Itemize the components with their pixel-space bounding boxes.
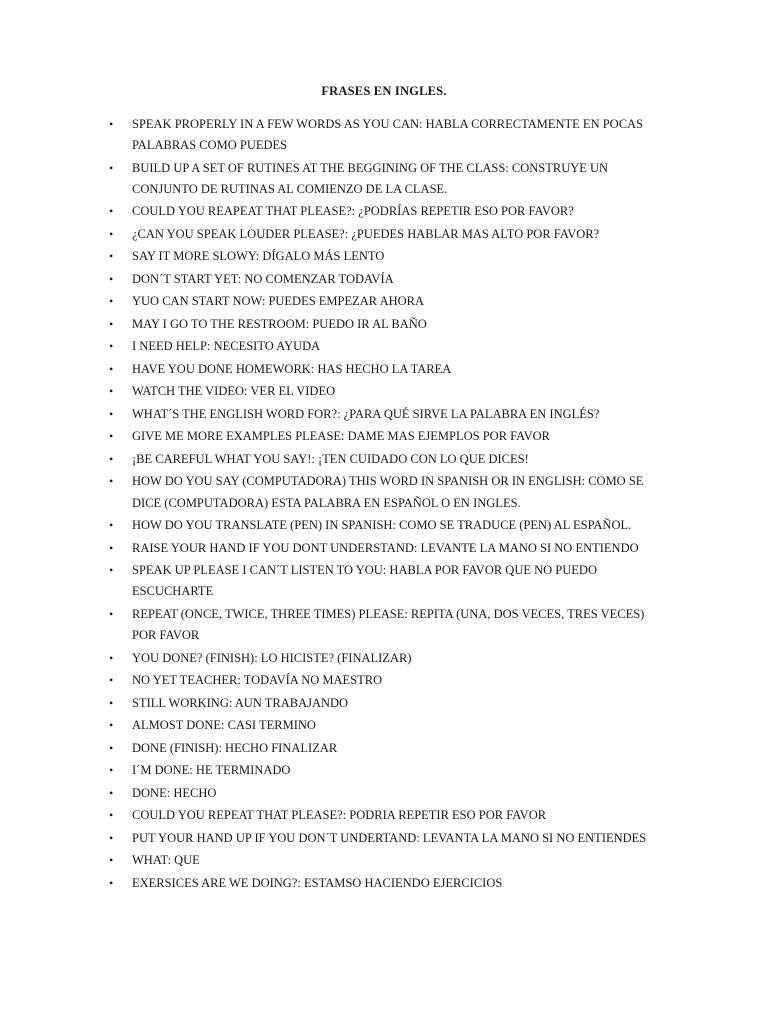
phrase-item [0,269,768,290]
phrase-item [0,404,768,425]
phrase-text: RAISE YOUR HAND IF YOU DONT UNDERSTAND: LEVANTE LA MANO SI NO ENTIENDO [132,540,639,555]
phrase-item [0,246,768,267]
phrase-text: HOW DO YOU SAY (COMPUTADORA) THIS WORD IN SPANISH OR IN ENGLISH: COMO SE DICE (COMPUTADORA) ESTA PALABRA EN ESPAÑOL O EN INGLES. [132,474,644,510]
phrase-item [0,114,768,156]
phrase-text: DONE (FINISH): HECHO FINALIZAR [132,740,338,755]
phrase-text: WHAT: QUE [132,853,200,868]
phrase-item [0,359,768,380]
phrase-text: STILL WORKING: AUN TRABAJANDO [132,695,349,710]
phrase-item [0,805,768,826]
bullet-icon: • [109,785,114,800]
phrase-item [0,760,768,781]
bullet-icon: • [109,540,114,555]
bullet-icon: • [109,294,114,309]
phrase-text: DON´T START YET: NO COMENZAR TODAVÍA [132,271,394,286]
phrase-list [0,114,768,895]
bullet-icon: • [109,339,114,354]
phrase-item [0,648,768,669]
phrase-item [0,670,768,691]
bullet-icon: • [109,316,114,331]
phrase-text: WHAT´S THE ENGLISH WORD FOR?: ¿PARA QUÉ SIRVE LA PALABRA EN INGLÉS? [132,406,600,421]
phrase-item [0,604,768,646]
phrase-item [0,381,768,402]
bullet-icon: • [109,474,114,489]
phrase-text: DONE: HECHO [132,785,217,800]
bullet-icon: • [109,563,114,578]
bullet-icon: • [109,117,114,131]
bullet-icon: • [109,830,114,845]
phrase-text: ¡BE CAREFUL WHAT YOU SAY!: ¡TEN CUIDADO CON LO QUE DICES! [132,451,529,466]
phrase-item [0,471,768,513]
phrase-text: EXERSICES ARE WE DOING?: ESTAMSO HACIENDO EJERCICIOS [132,875,503,890]
phrase-text: ¿CAN YOU SPEAK LOUDER PLEASE?: ¿PUEDES HABLAR MAS ALTO POR FAVOR? [132,226,600,241]
phrase-text: SPEAK PROPERLY IN A FEW WORDS AS YOU CAN: HABLA CORRECTAMENTE EN POCAS PALABRAS COMO PUEDES [132,117,644,153]
bullet-icon: • [109,718,114,733]
bullet-icon: • [109,673,114,688]
phrase-item [0,158,768,200]
phrase-item [0,224,768,245]
bullet-icon: • [109,853,114,868]
phrase-item [0,560,768,602]
phrase-item [0,873,768,894]
phrase-text: SPEAK UP PLEASE I CAN´T LISTEN TO YOU: HABLA POR FAVOR QUE NO PUEDO ESCUCHARTE [132,563,597,599]
phrase-text: GIVE ME MORE EXAMPLES PLEASE: DAME MAS EJEMPLOS POR FAVOR [132,429,550,444]
bullet-icon: • [109,763,114,778]
phrase-item [0,850,768,871]
bullet-icon: • [109,808,114,823]
bullet-icon: • [109,249,114,264]
phrase-text: MAY I GO TO THE RESTROOM: PUEDO IR AL BAÑO [132,316,427,331]
phrase-text: SAY IT MORE SLOWY: DÍGALO MÁS LENTO [132,249,385,264]
phrase-item [0,291,768,312]
bullet-icon: • [109,361,114,376]
bullet-icon: • [109,271,114,286]
phrase-text: REPEAT (ONCE, TWICE, THREE TIMES) PLEASE: REPITA (UNA, DOS VECES, TRES VECES) POR FAVOR [132,606,645,643]
phrase-item [0,828,768,849]
phrase-item [0,715,768,736]
bullet-icon: • [109,740,114,755]
bullet-icon: • [109,875,114,890]
phrase-text: YUO CAN START NOW: PUEDES EMPEZAR AHORA [132,294,425,309]
phrase-text: ALMOST DONE: CASI TERMINO [132,718,316,733]
phrase-text: HOW DO YOU TRANSLATE (PEN) IN SPANISH: COMO SE TRADUCE (PEN) AL ESPAÑOL. [132,518,632,533]
bullet-icon: • [109,160,114,175]
phrase-item [0,538,768,559]
phrase-text: I´M DONE: HE TERMINADO [132,763,291,778]
bullet-icon: • [109,204,114,219]
phrase-text: PUT YOUR HAND UP IF YOU DON´T UNDERTAND: LEVANTA LA MANO SI NO ENTIENDES [132,830,647,845]
phrase-text: WATCH THE VIDEO: VER EL VIDEO [132,384,336,399]
phrase-text: COULD YOU REPEAT THAT PLEASE?: PODRIA REPETIR ESO POR FAVOR [132,808,547,823]
bullet-icon: • [109,451,114,466]
phrase-item [0,783,768,804]
phrase-text: HAVE YOU DONE HOMEWORK: HAS HECHO LA TAREA [132,361,452,376]
bullet-icon: • [109,406,114,421]
bullet-icon: • [109,650,114,665]
phrase-item [0,314,768,335]
phrase-item [0,515,768,536]
bullet-icon: • [109,695,114,710]
phrase-item [0,201,768,222]
phrase-text: COULD YOU REAPEAT THAT PLEASE?: ¿PODRÍAS REPETIR ESO POR FAVOR? [132,204,574,219]
phrase-text: BUILD UP A SET OF RUTINES AT THE BEGGINING OF THE CLASS: CONSTRUYE UN CONJUNTO DE RUTINAS AL COMIENZO DE LA CLASE. [132,160,609,196]
phrase-text: YOU DONE? (FINISH): LO HICISTE? (FINALIZAR) [132,650,412,665]
bullet-icon: • [109,518,114,533]
phrase-item [0,449,768,470]
phrase-text: I NEED HELP: NECESITO AYUDA [132,339,321,354]
phrase-text: NO YET TEACHER: TODAVÍA NO MAESTRO [132,673,383,688]
bullet-icon: • [109,606,114,621]
phrase-item [0,693,768,714]
bullet-icon: • [109,384,114,399]
phrase-item [0,336,768,357]
phrase-item [0,426,768,447]
bullet-icon: • [109,429,114,444]
phrase-item [0,738,768,759]
bullet-icon: • [109,226,114,241]
document-title: FRASES EN INGLES. [321,84,447,98]
